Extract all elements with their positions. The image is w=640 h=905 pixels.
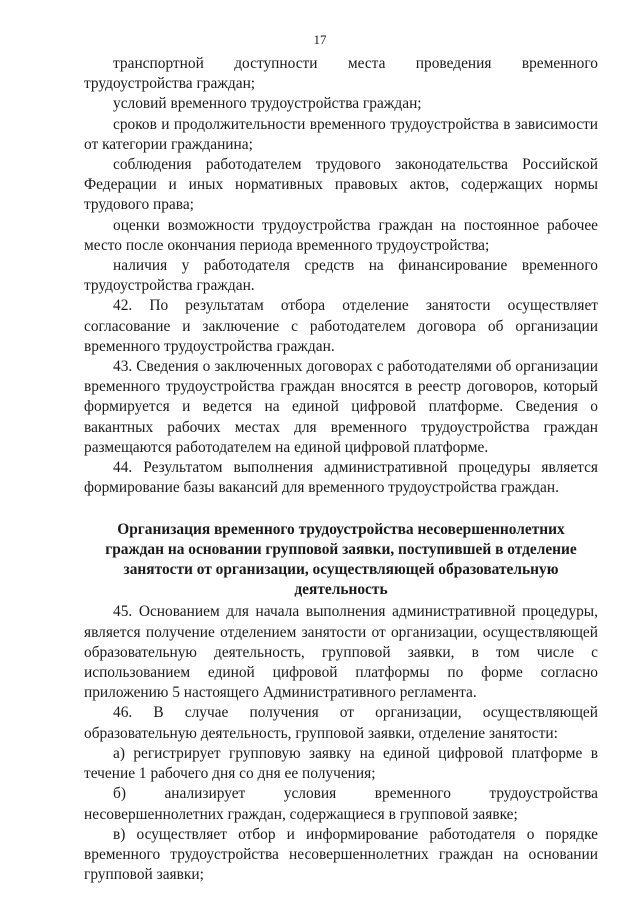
list-item-a: а) регистрирует групповую заявку на единой цифровой платформе в течение 1 рабочего дня со дня ее получения; [84, 744, 598, 783]
paragraph-duration: сроков и продолжительности временного трудоустройства в зависимости от категории гражданина; [84, 115, 598, 153]
paragraph-46: 46. В случае получения от организации, осуществляющей образовательную деятельность, групповой заявки, отделение занятости: [84, 704, 598, 742]
paragraph-42: 42. По результатам отбора отделение занятости осуществляет согласование и заключение с работодателем договора об организации временного трудоустройства граждан. [84, 297, 598, 355]
document-body [84, 54, 598, 885]
list-item-b: б) анализирует условия временного трудоустройства несовершеннолетних граждан, содержащиеся в групповой заявке; [84, 785, 598, 823]
paragraph-work-conditions: условий временного трудоустройства граждан; [113, 95, 422, 113]
paragraph-transport-access: транспортной доступности места проведения временного трудоустройства граждан; [84, 55, 598, 93]
list-item-c: в) осуществляет отбор и информирование работодателя о порядке временного трудоустройства несовершеннолетних граждан на основании групповой заявки; [84, 825, 598, 884]
section-heading: Организация временного трудоустройства несовершеннолетних граждан на основании групповой заявки, поступившей в отделение занятости от организации, осуществляющей образовательную деятельность [105, 521, 577, 599]
paragraph-44: 44. Результатом выполнения административной процедуры является формирование базы вакансий для временного трудоустройства граждан. [84, 459, 598, 497]
page-number: 17 [313, 32, 327, 47]
paragraph-permanent-employment: оценки возможности трудоустройства граждан на постоянное рабочее место после окончания периода временного трудоустройства; [84, 216, 598, 254]
paragraph-43: 43. Сведения о заключенных договорах с работодателями об организации временного трудоустройства граждан вносятся в реестр договоров, который формируется и ведется на единой цифровой платформе. Сведения о вакантных рабочих местах для временного трудоустройства граждан размещаются работодателем на единой цифровой платформе. [84, 358, 598, 456]
paragraph-financing: наличия у работодателя средств на финансирование временного трудоустройства граждан. [84, 257, 598, 295]
paragraph-45: 45. Основанием для начала выполнения административной процедуры, является получение отделением занятости от организации, осуществляющей образовательную деятельность, групповой заявки, в том числе с использованием единой цифровой платформы по форме согласно приложению 5 настоящего Административного регламента. [84, 603, 598, 702]
paragraph-labor-law: соблюдения работодателем трудового законодательства Российской Федерации и иных нормативных правовых актов, содержащих нормы трудового права; [84, 156, 598, 214]
